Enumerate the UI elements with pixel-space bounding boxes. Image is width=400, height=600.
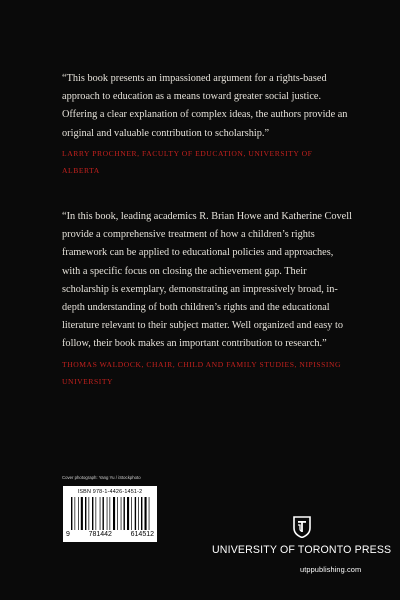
barcode-bar: [131, 497, 132, 530]
barcode-bar: [89, 497, 90, 530]
barcode-digits: [66, 531, 154, 540]
barcode-bar: [127, 497, 129, 530]
barcode-bar: [141, 497, 142, 530]
isbn-barcode: [63, 486, 157, 542]
cover-photo-credit: Cover photograph: Yang Yu / iStockphoto: [62, 475, 141, 480]
publisher-name: UNIVERSITY OF TORONTO PRESS: [212, 544, 392, 556]
barcode-bar: [103, 497, 104, 530]
isbn-label: ISBN 978-1-4426-1451-2: [77, 489, 143, 495]
barcode-bar: [135, 497, 136, 530]
publisher-website[interactable]: utppublishing.com: [300, 565, 362, 574]
quote-attribution: LARRY PROCHNER, FACULTY OF EDUCATION, UNIVERSITY OF ALBERTA: [62, 148, 313, 176]
quote-text: “This book presents an impassioned argument for a rights-based approach to education as a means toward greater social justice. Offering a clear explanation of complex ideas, the authors provide an original and valuable contribution to scholarship.”: [62, 73, 348, 139]
barcode-bar: [121, 497, 122, 530]
endorsement-quote: [62, 70, 352, 180]
barcode-bar: [100, 497, 101, 530]
barcode-bar: [92, 497, 93, 530]
quote-text: “In this book, leading academics R. Brian Howe and Katherine Covell provide a comprehensive treatment of how a children’s rights framework can be applied to educational policies and approaches, with a specific focus on closing the achievement gap. Their scholarship is exemplary, demonstrating an impressively broad, in-depth understanding of both children’s rights and the educational literature relevant to their subject matter. Well organized and easy to follow, their book makes an important contribution to research.”: [62, 211, 352, 350]
barcode-bar: [138, 497, 139, 530]
barcode-bar: [145, 497, 147, 530]
quote-attribution: THOMAS WALDOCK, CHAIR, CHILD AND FAMILY STUDIES, NIPISSING UNIVERSITY: [62, 359, 342, 387]
barcode-bar: [78, 497, 79, 530]
barcode-bar: [71, 497, 72, 530]
barcode-bar: [124, 497, 125, 530]
barcode-bar: [96, 497, 97, 530]
barcode-bar: [149, 497, 150, 530]
endorsement-quote: [62, 208, 352, 391]
barcode-bar: [75, 497, 76, 530]
barcode-digit-group: 781442: [88, 531, 112, 538]
barcode-bar: [113, 497, 115, 530]
barcode-digit-group: 614512: [130, 531, 154, 538]
barcode-bar: [81, 497, 83, 530]
barcode-bar: [110, 497, 111, 530]
barcode-bar: [107, 497, 108, 530]
barcode-bar: [85, 497, 86, 530]
barcode-bar: [117, 497, 118, 530]
barcode-bars: [71, 497, 153, 530]
shield-logo-icon: [293, 516, 311, 538]
barcode-digit-group: 9: [66, 531, 70, 538]
